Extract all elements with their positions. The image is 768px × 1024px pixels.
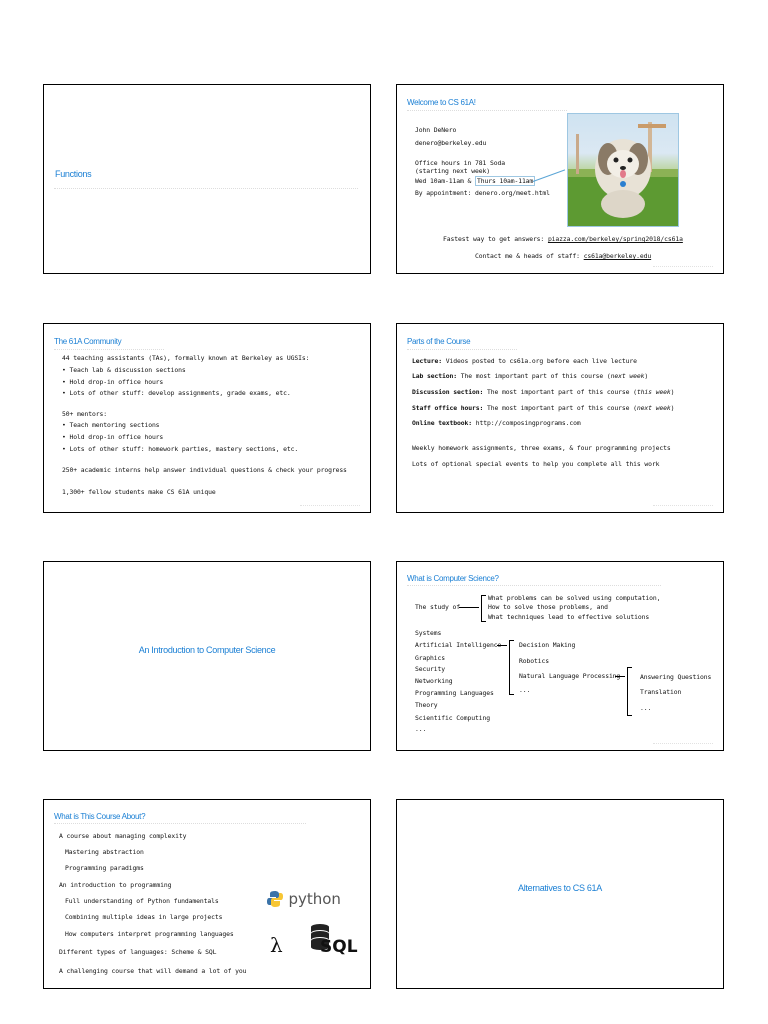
ta-bullet: • Lots of other stuff: develop assignments, grade exams, etc. <box>62 389 291 397</box>
mentors-line: 50+ mentors: <box>62 410 107 418</box>
about-line: A challenging course that will demand a lot of you <box>59 967 247 975</box>
interns-line: 250+ academic interns help answer individual questions & check your progress <box>62 466 347 474</box>
discussion-row: Discussion section: The most important part of this course (this week) <box>412 388 675 396</box>
ta-bullet: • Hold drop-in office hours <box>62 378 164 386</box>
field-item: Networking <box>415 677 453 685</box>
title-underline <box>407 349 517 350</box>
staff-email-link[interactable]: cs61a@berkeley.edu <box>583 252 652 260</box>
slide-title: Functions <box>55 169 92 179</box>
title-underline <box>407 585 661 586</box>
slide-alternatives <box>396 799 724 989</box>
bracket <box>481 595 482 621</box>
slide-community <box>43 323 371 513</box>
bracket-tick <box>509 694 514 695</box>
office-hours-location: Office hours in 781 Soda <box>415 159 505 167</box>
bracket-tick <box>481 621 486 622</box>
students-line: 1,300+ fellow students make CS 61A unique <box>62 488 216 496</box>
about-subline: How computers interpret programming languages <box>65 930 234 938</box>
slide-course-about <box>43 799 371 989</box>
slide-functions <box>43 84 371 274</box>
bracket-tick <box>509 640 514 641</box>
ai-item: Decision Making <box>519 641 576 649</box>
python-wordmark: python <box>288 890 341 908</box>
about-subline: Mastering abstraction <box>65 848 144 856</box>
nlp-item: Answering Questions <box>640 673 712 681</box>
study-label: The study of <box>415 603 460 611</box>
mentor-bullet: • Hold drop-in office hours <box>62 433 164 441</box>
field-item: Artificial Intelligence <box>415 641 502 649</box>
field-item: Programming Languages <box>415 689 494 697</box>
title-underline <box>54 349 164 350</box>
title-underline <box>407 110 567 111</box>
connector <box>497 645 507 646</box>
field-item: Security <box>415 665 445 673</box>
lab-row: Lab section: The most important part of this course (next week) <box>412 372 649 380</box>
question-item: What techniques lead to effective solutions <box>488 613 650 621</box>
python-logo <box>266 890 341 908</box>
bracket-tick <box>627 715 632 716</box>
mentor-bullet: • Lots of other stuff: homework parties, mastery sections, etc. <box>62 445 299 453</box>
slide-title: Welcome to CS 61A! <box>407 98 476 107</box>
python-icon <box>266 890 284 908</box>
piazza-link[interactable]: piazza.com/berkeley/spring2018/cs61a <box>547 235 683 243</box>
about-line: Different types of languages: Scheme & SQL <box>59 948 217 956</box>
slide-intro-cs <box>43 561 371 751</box>
slide-title: The 61A Community <box>54 337 122 346</box>
slide-what-is-cs <box>396 561 724 751</box>
bracket-tick <box>627 667 632 668</box>
lambda-symbol: λ <box>270 933 283 957</box>
footer-line <box>653 743 713 744</box>
callout-line <box>533 169 565 182</box>
assignments-line: Weekly homework assignments, three exams, & four programming projects <box>412 444 671 452</box>
office-hours-times: Wed 10am-11am & Thurs 10am-11am <box>415 177 534 185</box>
question-item: How to solve those problems, and <box>488 603 608 611</box>
nlp-item: ... <box>640 704 652 712</box>
slide-welcome <box>396 84 724 274</box>
field-item: Theory <box>415 701 438 709</box>
about-subline: Programming paradigms <box>65 864 144 872</box>
ai-item: Natural Language Processing <box>519 672 621 680</box>
title-underline <box>54 823 306 824</box>
contact-line: Contact me & heads of staff: cs61a@berkeley.edu <box>475 252 652 260</box>
bracket-tick <box>481 595 486 596</box>
events-line: Lots of optional special events to help you complete all this work <box>412 460 660 468</box>
ai-item: ... <box>519 686 531 694</box>
ta-bullet: • Teach lab & discussion sections <box>62 366 186 374</box>
slide-title: An Introduction to Computer Science <box>138 645 276 655</box>
footer-line <box>653 505 713 506</box>
connector <box>459 607 479 608</box>
textbook-row: Online textbook: http://composingprograms.com <box>412 419 581 427</box>
instructor-name: John DeNero <box>415 126 457 134</box>
ai-item: Robotics <box>519 657 549 665</box>
mentor-bullet: • Teach mentoring sections <box>62 421 160 429</box>
field-item: ... <box>415 725 427 733</box>
field-item: Scientific Computing <box>415 714 490 722</box>
about-subline: Full understanding of Python fundamentals <box>65 897 219 905</box>
slide-parts-of-course <box>396 323 724 513</box>
field-item: Systems <box>415 629 442 637</box>
lecture-row: Lecture: Videos posted to cs61a.org before each live lecture <box>412 357 637 365</box>
instructor-email: denero@berkeley.edu <box>415 139 487 147</box>
field-item: Graphics <box>415 654 445 662</box>
dog-photo <box>567 113 679 227</box>
ta-line: 44 teaching assistants (TAs), formally known at Berkeley as UGSIs: <box>62 354 310 362</box>
dog-illustration <box>568 114 678 226</box>
slide-title: Parts of the Course <box>407 337 471 346</box>
footer-line <box>300 505 360 506</box>
sql-wordmark: SQL <box>320 937 358 957</box>
bracket <box>627 667 628 715</box>
connector <box>615 676 625 677</box>
nlp-item: Translation <box>640 688 682 696</box>
slide-title: What is Computer Science? <box>407 574 499 583</box>
slide-title: Alternatives to CS 61A <box>518 883 602 893</box>
about-line: A course about managing complexity <box>59 832 187 840</box>
title-underline <box>54 188 358 189</box>
appointment-info: By appointment: denero.org/meet.html <box>415 189 550 197</box>
answers-line: Fastest way to get answers: piazza.com/berkeley/spring2018/cs61a <box>443 235 683 243</box>
about-subline: Combining multiple ideas in large projects <box>65 913 223 921</box>
about-line: An introduction to programming <box>59 881 172 889</box>
footer-line <box>653 266 713 267</box>
question-item: What problems can be solved using computation, <box>488 594 661 602</box>
bracket <box>509 640 510 694</box>
sql-logo <box>310 923 358 958</box>
office-hours-start: (starting next week) <box>415 167 490 175</box>
slide-title: What is This Course About? <box>54 812 146 821</box>
office-hours-row: Staff office hours: The most important part of this course (next week) <box>412 404 675 412</box>
